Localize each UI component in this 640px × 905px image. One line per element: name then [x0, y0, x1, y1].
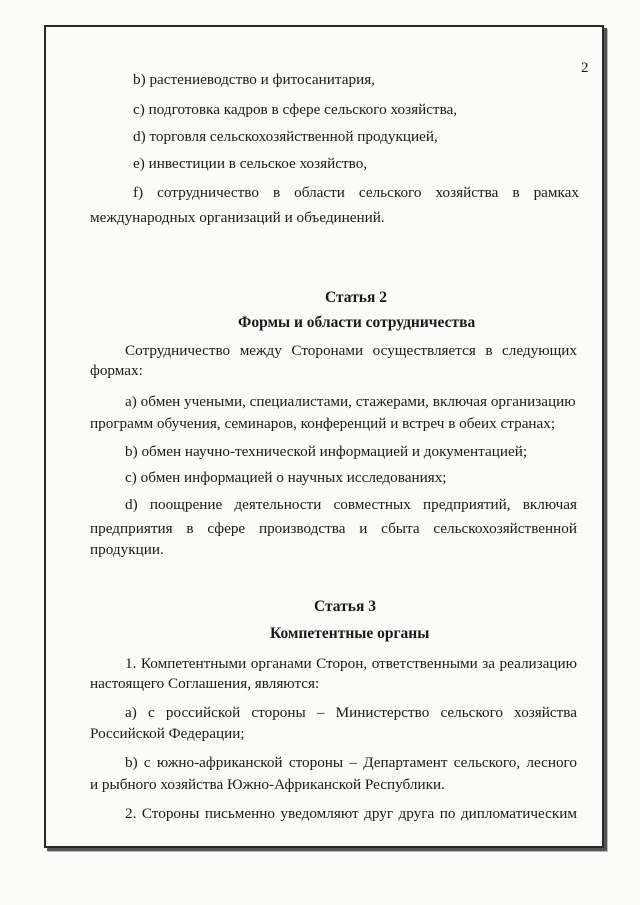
list-item-c: c) подготовка кадров в сфере сельского хозяйства, — [133, 101, 458, 118]
article2-line: продукции. — [90, 541, 164, 558]
article2-line: c) обмен информацией о научных исследованиях; — [125, 469, 447, 486]
article2-subtitle: Формы и области сотрудничества — [238, 314, 476, 331]
article2-line: предприятия в сфере производства и сбыта сельскохозяйственной — [90, 520, 577, 537]
list-item-d: d) торговля сельскохозяйственной продукцией, — [133, 128, 438, 145]
article3-line: 1. Компетентными органами Сторон, ответственными за реализацию — [125, 655, 577, 672]
article2-line: d) поощрение деятельности совместных предприятий, включая — [125, 496, 577, 513]
list-item-b: b) растениеводство и фитосанитария, — [133, 71, 375, 88]
list-item-e: e) инвестиции в сельское хозяйство, — [133, 155, 368, 172]
article2-title: Статья 2 — [325, 289, 387, 306]
article2-line: программ обучения, семинаров, конференций и встреч в обеих странах; — [90, 415, 556, 432]
article3-line: Российской Федерации; — [90, 725, 245, 742]
article2-line: Сотрудничество между Сторонами осуществляется в следующих — [125, 342, 577, 359]
article3-line: b) с южно-африканской стороны – Департамент сельского, лесного — [125, 754, 577, 771]
article3-line: и рыбного хозяйства Южно-Африканской Республики. — [90, 776, 445, 793]
article3-title: Статья 3 — [314, 598, 376, 615]
list-item-f-continuation: международных организаций и объединений. — [90, 209, 385, 226]
list-item-f: f) сотрудничество в области сельского хозяйства в рамках — [133, 184, 579, 201]
article3-line: 2. Стороны письменно уведомляют друг друга по дипломатическим — [125, 805, 577, 822]
page-number: 2 — [581, 60, 589, 76]
article3-subtitle: Компетентные органы — [270, 625, 430, 642]
article2-line: формах: — [90, 362, 143, 379]
article3-line: настоящего Соглашения, являются: — [90, 675, 320, 692]
article2-line: b) обмен научно-технической информацией и документацией; — [125, 443, 528, 460]
article2-line: a) обмен учеными, специалистами, стажерами, включая организацию — [125, 393, 576, 410]
article3-line: a) с российской стороны – Министерство сельского хозяйства — [125, 704, 577, 721]
